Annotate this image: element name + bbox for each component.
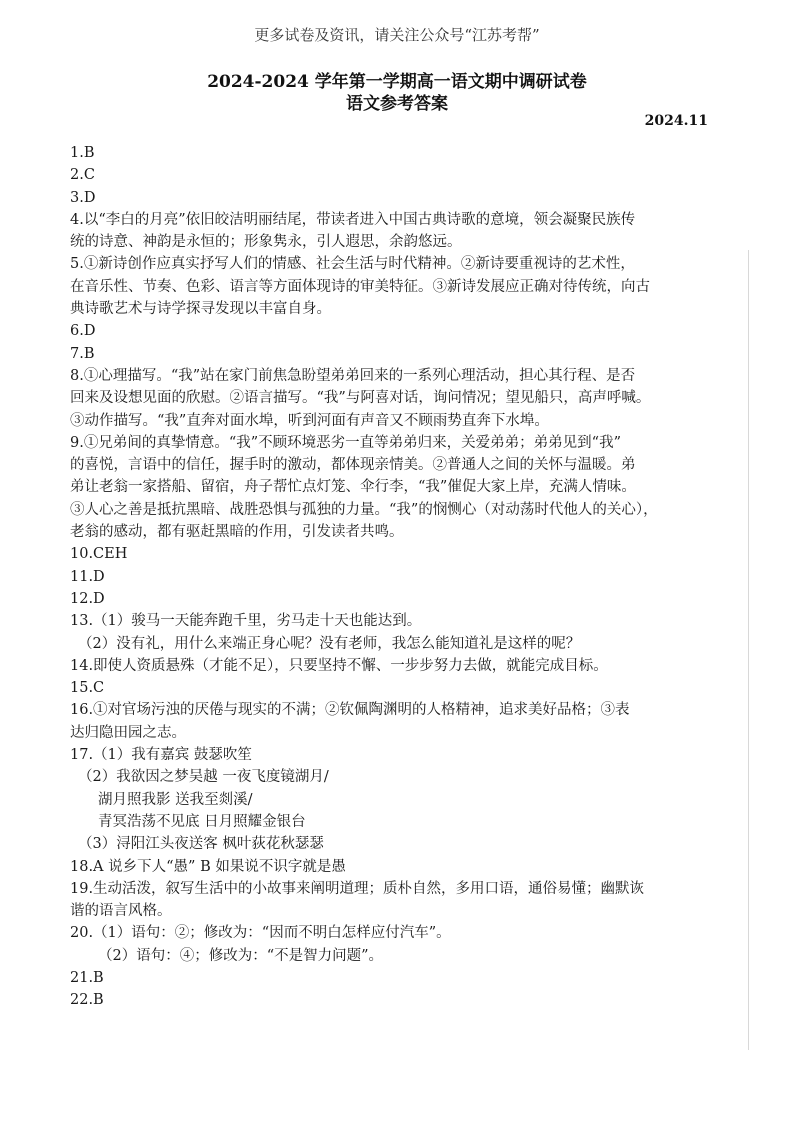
answer-line: 3.D [70, 189, 96, 206]
answer-line: 6.D [70, 323, 96, 340]
answer-line: 19.生动活泼，叙写生活中的小故事来阐明道理；质朴自然，多用口语，通俗易懂；幽默诙 [70, 880, 645, 897]
answer-line: 在音乐性、节奏、色彩、语言等方面体现诗的审美特征。③新诗发展应正确对待传统，向古 [70, 278, 650, 295]
answer-line: 4.以“李白的月亮”依旧皎洁明丽结尾，带读者进入中国古典诗歌的意境，领会凝聚民族传 [70, 211, 636, 228]
answer-line: 谐的语言风格。 [70, 903, 172, 920]
answer-line: 弟让老翁一家搭船、留宿，舟子帮忙点灯笼、伞行李，“我”催促大家上岸，充满人情味。 [70, 479, 636, 496]
answer-line: 青冥浩荡不见底 日月照耀金银台 [98, 813, 306, 830]
answer-line: 12.D [70, 590, 105, 607]
answer-line: 1.B [70, 145, 95, 161]
answer-line: 的喜悦，言语中的信任，握手时的激动，都体现亲情美。②普通人之间的关怀与温暖。弟 [70, 457, 636, 474]
answer-line: 20.（1）语句：②；修改为：“因而不明白怎样应付汽车”。 [70, 925, 451, 942]
answer-line: 22.B [70, 992, 104, 1009]
answer-line: （3）浔阳江头夜送客 枫叶荻花秋瑟瑟 [78, 836, 324, 853]
answer-line: 16.①对官场污浊的厌倦与现实的不满；②钦佩陶渊明的人格精神，追求美好品格；③表 [70, 702, 630, 719]
answer-line: 老翁的感动，都有驱赶黑暗的作用，引发读者共鸣。 [70, 524, 404, 541]
answer-line: 11.D [70, 568, 105, 585]
answer-line: 9.①兄弟间的真挚情意。“我”不顾环境恶劣一直等弟弟归来，关爱弟弟；弟弟见到“我” [70, 434, 621, 451]
document-title: 2024-2024 学年第一学期高一语文期中调研试卷 [207, 72, 587, 92]
answer-list [70, 142, 720, 1012]
answer-line: 14.即使人资质悬殊（才能不足），只要坚持不懈、一步步努力去做，就能完成目标。 [70, 657, 608, 674]
answer-line: （2）语句：④；修改为：“不是智力问题”。 [98, 947, 384, 964]
answer-line: 10.CEH [70, 546, 128, 563]
answer-line: 21.B [70, 969, 104, 986]
document-subtitle: 语文参考答案 [346, 94, 448, 114]
answer-line: 17.（1）我有嘉宾 鼓瑟吹笙 [70, 747, 252, 764]
answer-line: 8.①心理描写。“我”站在家门前焦急盼望弟弟回来的一系列心理活动，担心其行程、是否 [70, 367, 636, 384]
answer-line: （2）我欲因之梦吴越 一夜飞度镜湖月/ [78, 769, 329, 786]
answer-line: 湖月照我影 送我至剡溪/ [98, 791, 253, 808]
answer-line: ③人心之善是抵抗黑暗、战胜恐惧与孤独的力量。“我”的悯恻心（对动荡时代他人的关心）， [70, 501, 658, 518]
margin-rule [748, 250, 749, 1050]
answer-line: 统的诗意、神韵是永恒的；形象隽永，引人遐思，余韵悠远。 [70, 234, 462, 251]
answer-line: 达归隐田园之志。 [70, 724, 186, 741]
answer-line: ③动作描写。“我”直奔对面水埠，听到河面有声音又不顾雨势直奔下水埠。 [70, 412, 549, 429]
answer-line: 7.B [70, 345, 95, 362]
document-date: 2024.11 [644, 113, 708, 129]
answer-line: 13.（1）骏马一天能奔跑千里，劣马走十天也能达到。 [70, 613, 422, 630]
answer-line: 典诗歌艺术与诗学探寻发现以丰富自身。 [70, 301, 331, 318]
answer-line: 5.①新诗创作应真实抒写人们的情感、社会生活与时代精神。②新诗要重视诗的艺术性， [70, 256, 635, 273]
answer-line: 15.C [70, 680, 105, 697]
answer-line: （2）没有礼，用什么来端正身心呢？没有老师，我怎么能知道礼是这样的呢？ [78, 635, 581, 652]
answer-line: 2.C [70, 167, 95, 184]
header-note: 更多试卷及资讯，请关注公众号“江苏考帮” [254, 26, 540, 44]
answer-line: 18.A 说乡下人“愚” B 如果说不识字就是愚 [70, 858, 346, 875]
answer-line: 回来及设想见面的欣慰。②语言描写。“我”与阿喜对话，询问情况；望见船只，高声呼喊。 [70, 390, 651, 407]
